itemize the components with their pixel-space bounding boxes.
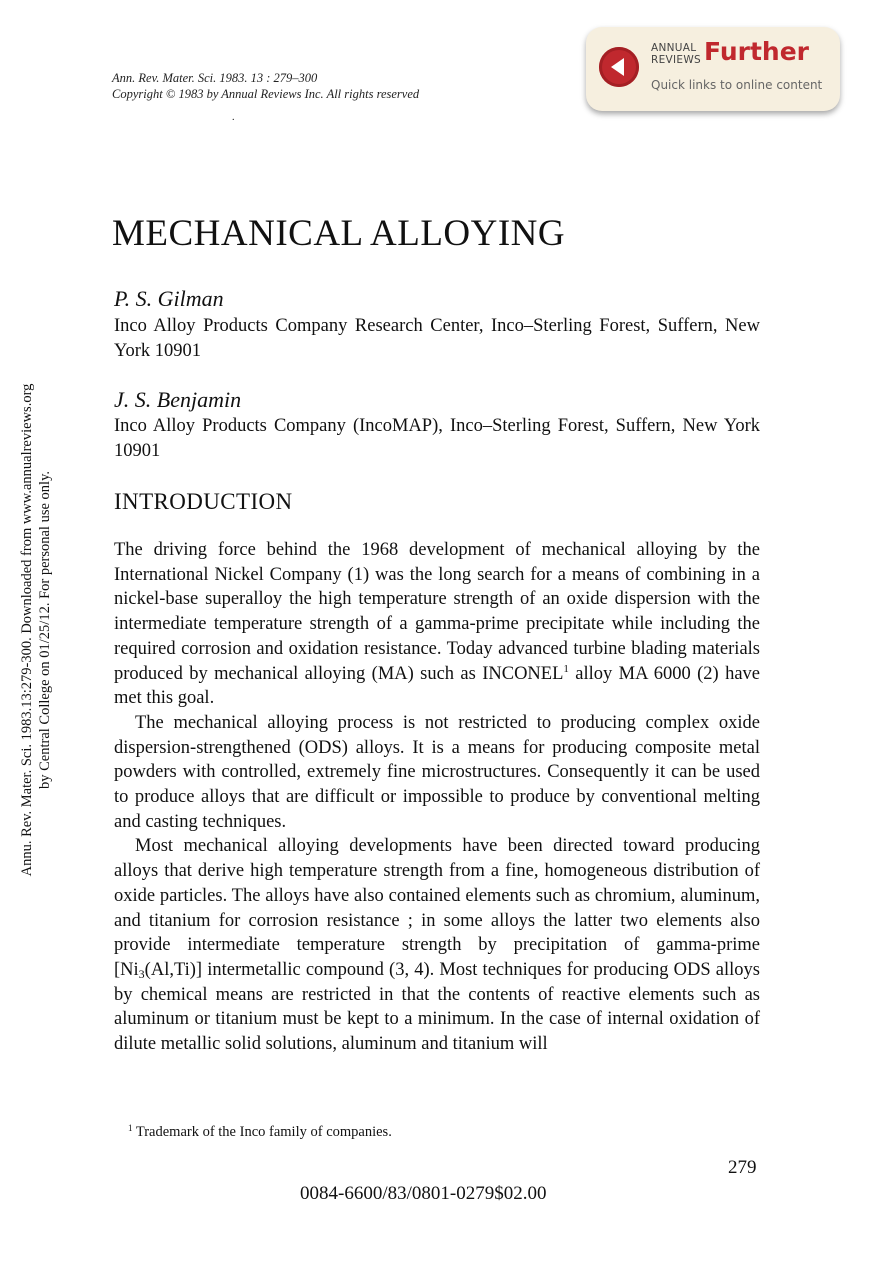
author-affiliation-2: Inco Alloy Products Company (IncoMAP), Inco–Sterling Forest, Suffern, New York 10901 [114,416,760,461]
author-name-2: J. S. Benjamin [114,387,242,412]
further-subtitle: Quick links to online content [651,78,823,92]
download-notice-line-2: by Central College on 01/25/12. For personal use only. [37,470,53,790]
footnote-marker: 1 [128,1123,133,1133]
further-links-badge[interactable] [586,27,840,111]
author-name-1: P. S. Gilman [114,286,224,311]
journal-citation [112,70,419,102]
paragraph-1: The driving force behind the 1968 development of mechanical alloying by the International Nickel Company (1) was the long search for a means of combining in a nickel-base superalloy the high temperature strength of an oxide dispersion with the intermediate temperature strength of a gamma-prime precipitate while including the required corrosion and oxidation resistance. Today advanced turbine blading materials produced by mechanical alloying (MA) such as INCONEL$^1$ alloy MA 6000 (2) have met this goal. [114,540,760,709]
citation-line-2: Copyright © 1983 by Annual Reviews Inc. All rights reserved [112,87,420,101]
annual-label: ANNUAL [651,42,697,54]
article-body [114,538,760,1057]
page-number: 279 [728,1157,757,1178]
author-affiliation-1: Inco Alloy Products Company Research Center, Inco–Sterling Forest, Suffern, New York 10901 [114,316,760,361]
further-label: Further [704,37,809,66]
download-notice-line-1: Annu. Rev. Mater. Sci. 1983.13:279-300. Downloaded from www.annualreviews.org [19,383,35,877]
section-heading: INTRODUCTION [114,489,293,514]
citation-line-1: Ann. Rev. Mater. Sci. 1983. 13 : 279–300 [112,71,318,85]
paragraph-2: The mechanical alloying process is not restricted to producing complex oxide dispersion-strengthened (ODS) alloys. It is a means for producing composite metal powders with controlled, extremely fine microstructures. Consequently it can be used to produce alloys that are difficult or impossible to produce by conventional melting and casting techniques. [114,712,760,832]
issn-code: 0084-6600/83/0801-0279$02.00 [300,1183,547,1204]
play-back-icon[interactable] [599,47,639,87]
download-notice [18,330,54,930]
footnote-ref: 1 [563,662,569,675]
footnote: $^1$ Trademark of the Inco family of companies. [128,1123,392,1140]
stray-dot: . [232,112,235,123]
article-title: MECHANICAL ALLOYING [112,213,566,254]
reviews-label: REVIEWS [651,54,701,66]
paragraph-3: Most mechanical alloying developments have been directed toward producing alloys that derive high temperature strength from a fine, homogeneous distribution of oxide particles. The alloys have also contained elements such as chromium, aluminum, and titanium for corrosion resistance ; in some alloys the latter two elements also provide intermediate temperature strength by precipitation of gamma-prime $[Ni_3(Al,Ti)]$ intermetallic compound (3, 4). Most techniques for producing ODS alloys by chemical means are restricted in that the contents of reactive elements such as aluminum or titanium must be kept to a minimum. In the case of internal oxidation of dilute metallic solid solutions, aluminum and titanium will [114,836,760,1055]
